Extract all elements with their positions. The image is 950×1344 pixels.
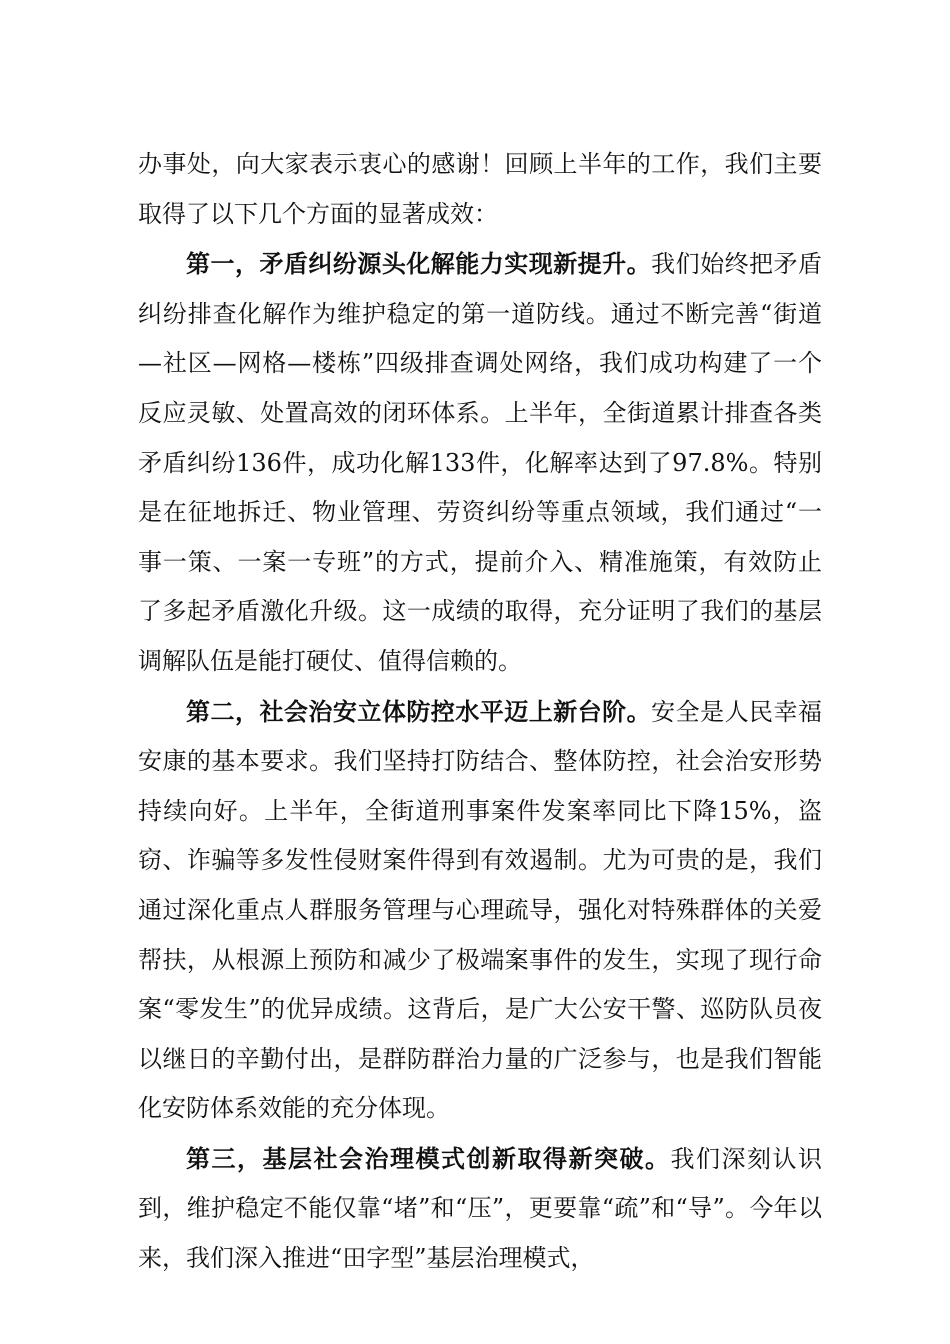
section-body-1: 我们始终把矛盾纠纷排查化解作为维护稳定的第一道防线。通过不断完善“街道—社区—网格—楼栋”四级排查调处网络，我们成功构建了一个反应灵敏、处置高效的闭环体系。上半年，全街道累计排查各类矛盾纠纷136件，成功化解133件，化解率达到了97.8%。特别是在征地拆迁、物业管理、劳资纠纷等重点领域，我们通过“一事一策、一案一专班”的方式，提前介入、精准施策，有效防止了多起矛盾激化升级。这一成绩的取得，充分证明了我们的基层调解队伍是能打硬仗、值得信赖的。 (138, 250, 823, 675)
section-heading-1: 第一，矛盾纠纷源头化解能力实现新提升。 (186, 249, 652, 279)
section-paragraph-1 (138, 239, 822, 686)
section-paragraph-3 (138, 1134, 822, 1284)
intro-text: 办事处，向大家表示衷心的感谢！回顾上半年的工作，我们主要取得了以下几个方面的显著成效： (138, 150, 822, 228)
section-heading-3: 第三，基层社会治理模式创新取得新突破。 (186, 1143, 671, 1173)
section-heading-2: 第二，社会治安立体防控水平迈上新台阶。 (186, 696, 652, 726)
section-paragraph-2 (138, 687, 822, 1134)
section-body-3: 我们深刻认识到，维护稳定不能仅靠“堵”和“压”，更要靠“疏”和“导”。今年以来，我们深入推进“田字型”基层治理模式， (138, 1144, 822, 1273)
document-body (138, 140, 822, 1284)
intro-paragraph (138, 140, 822, 239)
section-body-2: 安全是人民幸福安康的基本要求。我们坚持打防结合、整体防控，社会治安形势持续向好。上半年，全街道刑事案件发案率同比下降15%，盗窃、诈骗等多发性侵财案件得到有效遏制。尤为可贵的是，我们通过深化重点人群服务管理与心理疏导，强化对特殊群体的关爱帮扶，从根源上预防和减少了极端案事件的发生，实现了现行命案“零发生”的优异成绩。这背后，是广大公安干警、巡防队员夜以继日的辛勤付出，是群防群治力量的广泛参与，也是我们智能化安防体系效能的充分体现。 (138, 697, 823, 1123)
